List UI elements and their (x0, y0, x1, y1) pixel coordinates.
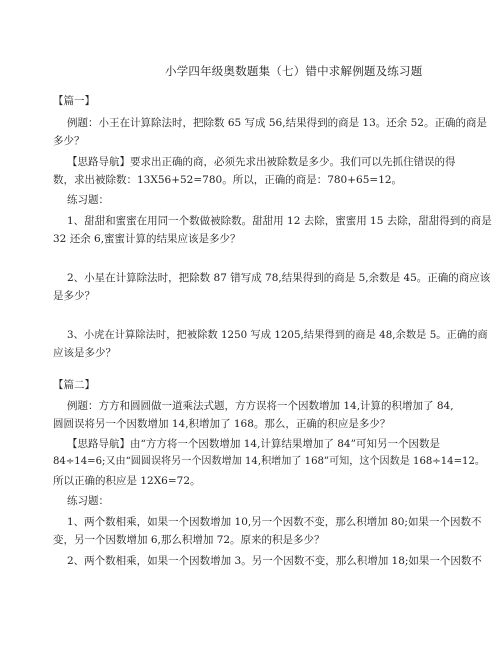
practice-question: 1、两个数相乘，如果一个因数增加 10,另一个因数不变，那么积增加 80;如果一个因数不 (67, 516, 482, 528)
practice-question: 1、甜甜和蜜蜜在用同一个数做被除数。甜甜用 12 去除，蜜蜜用 15 去除，甜甜得到的商是 (67, 215, 492, 227)
hint-text: 84÷14=6;又由“圆圆误将另一个因数增加 14,积增加了 168”可知，这个因数是 168÷14=12。 (53, 456, 485, 467)
section-heading: 【篇一】 (53, 95, 95, 107)
section-heading: 【篇二】 (53, 379, 95, 391)
example-text: 例题：小王在计算除法时，把除数 65 写成 56,结果得到的商是 13。还余 52。正确的商是 (67, 117, 487, 129)
practice-question: 32 还余 6,蜜蜜计算的结果应该是多少？ (53, 233, 241, 245)
hint-text: 【思路导航】由“方方将一个因数增加 14,计算结果增加了 84”可知另一个因数是 (67, 438, 440, 450)
practice-question: 2、两个数相乘，如果一个因数增加 3。另一个因数不变，那么积增加 18;如果一个因数不 (67, 555, 482, 567)
hint-text: 所以正确的积应是 12X6=72。 (53, 475, 201, 487)
example-text: 圆圆误将另一个因数增加 14,积增加了 168。那么，正确的积应是多少？ (53, 418, 391, 430)
hint-text: 【思路导航】要求出正确的商，必须先求出被除数是多少。我们可以先抓住错误的得 (67, 156, 456, 168)
practice-question: 3、小虎在计算除法时，把被除数 1250 写成 1205,结果得到的商是 48,余数是 5。正确的商 (67, 329, 488, 341)
practice-question: 应该是多少？ (53, 347, 116, 359)
practice-question: 变，另一个因数增加 6,那么积增加 72。原来的积是多少？ (53, 534, 325, 546)
page-title: 小学四年级奥数题集（七）错中求解例题及练习题 (165, 64, 423, 78)
hint-text: 数，求出被除数：13X56+52=780。所以，正确的商是：780+65=12。 (53, 174, 403, 186)
practice-label: 练习题： (67, 495, 109, 507)
practice-label: 练习题： (67, 194, 109, 206)
example-text: 例题：方方和圆圆做一道乘法式题，方方误将一个因数增加 14,计算的积增加了 84, (67, 400, 454, 412)
practice-question: 2、小星在计算除法时，把除数 87 错写成 78,结果得到的商是 5,余数是 45。正确的商应该 (67, 272, 491, 284)
practice-question: 是多少？ (53, 290, 95, 302)
example-text: 多少？ (53, 135, 85, 147)
